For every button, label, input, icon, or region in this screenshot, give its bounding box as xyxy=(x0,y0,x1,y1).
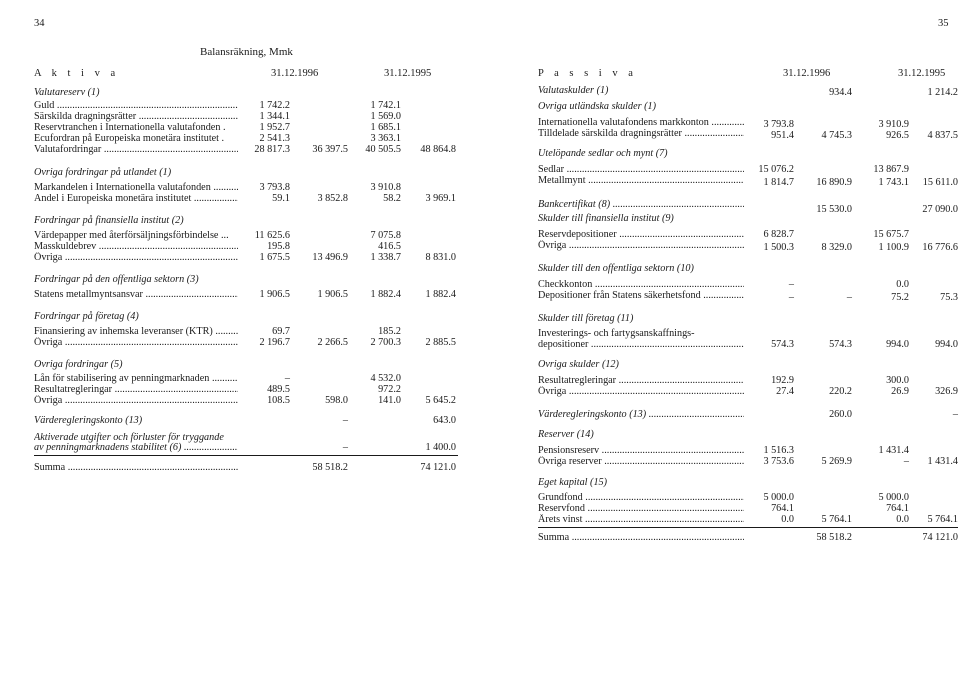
passiva-row xyxy=(0,213,960,225)
passiva-value-c1: 192.9 xyxy=(771,375,794,386)
passiva-value-c4: 27 090.0 xyxy=(922,204,958,215)
passiva-value-c1: 1 814.7 xyxy=(763,177,794,188)
aktiva-row-label: Fordringar på finansiella institut (2) xyxy=(34,215,184,226)
aktiva-value-c4: 74 121.0 xyxy=(420,462,456,473)
aktiva-row-label: Markandelen i Internationella valutafonden ..... xyxy=(34,182,238,194)
passiva-value-c3: 3 910.9 xyxy=(878,119,909,130)
passiva-value-c3: 1 431.4 xyxy=(878,445,909,456)
passiva-value-c1: 764.1 xyxy=(771,503,794,514)
aktiva-row-label: Särskilda dragningsrätter ..... xyxy=(34,111,238,123)
aktiva-row-label: Värdepapper med återförsäljningsförbindelse ... xyxy=(34,230,229,241)
aktiva-value-c2: 13 496.9 xyxy=(312,252,348,263)
passiva-row xyxy=(0,101,960,113)
passiva-row-label: Övriga reserver ..... xyxy=(538,456,744,468)
passiva-row-label: Metallmynt ..... xyxy=(538,175,744,187)
passiva-row xyxy=(0,263,960,275)
passiva-value-c3: 0.0 xyxy=(896,279,909,290)
aktiva-row-label: Övriga fordringar (5) xyxy=(34,359,123,370)
passiva-value-c3: 26.9 xyxy=(891,386,909,397)
passiva-row-label: Tilldelade särskilda dragningsrätter ..... xyxy=(538,128,744,140)
passiva-value-c2: 260.0 xyxy=(829,409,852,420)
passiva-row xyxy=(0,313,960,325)
aktiva-heading: A k t i v a xyxy=(34,68,120,79)
passiva-row-label: Årets vinst ..... xyxy=(538,514,744,526)
passiva-row xyxy=(0,514,960,526)
aktiva-value-c2: – xyxy=(342,442,348,453)
aktiva-value-c4: 5 645.2 xyxy=(425,395,456,406)
aktiva-value-c3: 1 685.1 xyxy=(370,122,401,133)
passiva-row xyxy=(0,456,960,468)
aktiva-value-c1: 489.5 xyxy=(267,384,290,395)
aktiva-value-c3: 972.2 xyxy=(378,384,401,395)
passiva-row-label: Utelöpande sedlar och mynt (7) xyxy=(538,148,668,159)
passiva-value-c1: 951.4 xyxy=(771,130,794,141)
aktiva-value-c1: 1 742.2 xyxy=(259,100,290,111)
passiva-row xyxy=(0,240,960,252)
passiva-value-c1: 1 500.3 xyxy=(763,242,794,253)
aktiva-value-c2: 3 852.8 xyxy=(317,193,348,204)
aktiva-value-c1: 1 952.7 xyxy=(259,122,290,133)
aktiva-row-label: Fordringar på den offentliga sektorn (3) xyxy=(34,274,199,285)
passiva-summa-rule xyxy=(538,527,958,528)
passiva-value-c3: 926.5 xyxy=(886,130,909,141)
passiva-row-label: Resultatregleringar ..... xyxy=(538,375,744,387)
passiva-value-c3: 994.0 xyxy=(886,339,909,350)
aktiva-value-c3: 4 532.0 xyxy=(370,373,401,384)
passiva-value-c4: 16 776.6 xyxy=(922,242,958,253)
aktiva-value-c1: 3 793.8 xyxy=(259,182,290,193)
aktiva-value-c3: 1 882.4 xyxy=(370,289,401,300)
aktiva-value-c1: 28 817.3 xyxy=(254,144,290,155)
aktiva-value-c2: 2 266.5 xyxy=(317,337,348,348)
passiva-row xyxy=(0,532,960,544)
passiva-value-c3: 75.2 xyxy=(891,292,909,303)
page-title: Balansräkning, Mmk xyxy=(200,46,293,58)
passiva-row-label: Investerings- och fartygsanskaffnings- xyxy=(538,328,695,339)
passiva-value-c4: 1 214.2 xyxy=(927,87,958,98)
passiva-row xyxy=(0,148,960,160)
passiva-value-c2: 4 745.3 xyxy=(821,130,852,141)
passiva-row-label: Reserver (14) xyxy=(538,429,594,440)
page-number-right: 35 xyxy=(938,18,949,29)
passiva-row-label: Summa ..... xyxy=(538,532,744,544)
passiva-row-label: Valutaskulder (1) xyxy=(538,85,609,96)
aktiva-row-label: Resultatregleringar ..... xyxy=(34,384,238,396)
aktiva-value-c3: 7 075.8 xyxy=(370,230,401,241)
passiva-value-c1: 0.0 xyxy=(781,514,794,525)
passiva-value-c2: 934.4 xyxy=(829,87,852,98)
passiva-value-c2: 8 329.0 xyxy=(821,242,852,253)
aktiva-value-c4: 48 864.8 xyxy=(420,144,456,155)
aktiva-value-c1: – xyxy=(284,373,290,384)
passiva-value-c3: 15 675.7 xyxy=(873,229,909,240)
aktiva-row-label: Övriga ..... xyxy=(34,252,238,264)
passiva-value-c4: 75.3 xyxy=(940,292,958,303)
passiva-row-label: Skulder till finansiella institut (9) xyxy=(538,213,674,224)
aktiva-value-c2: 598.0 xyxy=(325,395,348,406)
aktiva-row-label: Övriga ..... xyxy=(34,337,238,349)
passiva-row-label: Övriga ..... xyxy=(538,240,744,252)
aktiva-row-label: av penningmarknadens stabilitet (6) ..... xyxy=(34,442,238,454)
passiva-value-c2: 5 764.1 xyxy=(821,514,852,525)
passiva-value-c2: 15 530.0 xyxy=(816,204,852,215)
passiva-value-c2: 5 269.9 xyxy=(821,456,852,467)
aktiva-row-label: Övriga fordringar på utlandet (1) xyxy=(34,167,172,178)
passiva-value-c3: 13 867.9 xyxy=(873,164,909,175)
aktiva-value-c1: 2 541.3 xyxy=(259,133,290,144)
aktiva-row-label: Statens metallmyntsansvar ..... xyxy=(34,289,238,301)
aktiva-value-c2: 36 397.5 xyxy=(312,144,348,155)
passiva-value-c3: 1 100.9 xyxy=(878,242,909,253)
passiva-value-c1: 574.3 xyxy=(771,339,794,350)
aktiva-value-c3: 3 363.1 xyxy=(370,133,401,144)
passiva-value-c4: – xyxy=(952,409,958,420)
aktiva-row-label: Finansiering av inhemska leveranser (KTR) ..... xyxy=(34,326,238,338)
passiva-row-label: Pensionsreserv ..... xyxy=(538,445,744,457)
passiva-value-c3: 0.0 xyxy=(896,514,909,525)
passiva-row-label: Sedlar ..... xyxy=(538,164,744,176)
passiva-row-label: Skulder till den offentliga sektorn (10) xyxy=(538,263,694,274)
passiva-row xyxy=(0,199,960,215)
aktiva-row-label: Ecufordran på Europeiska monetära institutet . xyxy=(34,133,225,144)
aktiva-value-c3: 40 505.5 xyxy=(365,144,401,155)
passiva-row-label: Övriga utländska skulder (1) xyxy=(538,101,656,112)
passiva-value-c2: – xyxy=(846,292,852,303)
aktiva-value-c1: 1 906.5 xyxy=(259,289,290,300)
passiva-value-c4: 74 121.0 xyxy=(922,532,958,543)
passiva-value-c4: 4 837.5 xyxy=(927,130,958,141)
passiva-row xyxy=(0,128,960,140)
passiva-row xyxy=(0,85,960,97)
passiva-value-c4: 5 764.1 xyxy=(927,514,958,525)
aktiva-value-c1: 11 625.6 xyxy=(254,230,290,241)
aktiva-row-label: Lån för stabilisering av penningmarknaden ..... xyxy=(34,373,238,385)
aktiva-value-c4: 8 831.0 xyxy=(425,252,456,263)
aktiva-value-c1: 1 675.5 xyxy=(259,252,290,263)
aktiva-value-c3: 185.2 xyxy=(378,326,401,337)
passiva-value-c2: 16 890.9 xyxy=(816,177,852,188)
aktiva-value-c3: 58.2 xyxy=(383,193,401,204)
passiva-row-label: Internationella valutafondens markkonton ..... xyxy=(538,117,744,129)
aktiva-row-label: Aktiverade utgifter och förluster för tryggande xyxy=(34,432,224,443)
aktiva-date-1996: 31.12.1996 xyxy=(271,68,319,79)
aktiva-value-c4: 1 400.0 xyxy=(425,442,456,453)
passiva-value-c1: – xyxy=(788,292,794,303)
passiva-value-c3: 300.0 xyxy=(886,375,909,386)
passiva-value-c1: 27.4 xyxy=(776,386,794,397)
aktiva-value-c2: 58 518.2 xyxy=(312,462,348,473)
aktiva-row-label: Summa ..... xyxy=(34,462,238,474)
aktiva-value-c2: – xyxy=(342,415,348,426)
passiva-row xyxy=(0,359,960,371)
passiva-value-c2: 574.3 xyxy=(829,339,852,350)
passiva-value-c1: 1 516.3 xyxy=(763,445,794,456)
passiva-value-c1: 5 000.0 xyxy=(763,492,794,503)
aktiva-date-1995: 31.12.1995 xyxy=(384,68,432,79)
page-number-left: 34 xyxy=(34,18,45,29)
aktiva-row-label: Värderegleringskonto (13) xyxy=(34,415,143,426)
passiva-value-c3: 5 000.0 xyxy=(878,492,909,503)
passiva-row-label: Checkkonton ..... xyxy=(538,279,744,291)
passiva-date-1996: 31.12.1996 xyxy=(783,68,831,79)
aktiva-row-label: Fordringar på företag (4) xyxy=(34,311,139,322)
aktiva-row-label: Valutafordringar ..... xyxy=(34,144,238,156)
aktiva-row-label: Masskuldebrev ..... xyxy=(34,241,238,253)
passiva-value-c1: 3 753.6 xyxy=(763,456,794,467)
aktiva-value-c3: 141.0 xyxy=(378,395,401,406)
aktiva-value-c1: 1 344.1 xyxy=(259,111,290,122)
passiva-row xyxy=(0,175,960,187)
aktiva-value-c4: 3 969.1 xyxy=(425,193,456,204)
aktiva-summa-rule xyxy=(34,455,458,456)
aktiva-value-c3: 3 910.8 xyxy=(370,182,401,193)
passiva-row-label: Skulder till företag (11) xyxy=(538,313,634,324)
passiva-row xyxy=(0,386,960,398)
passiva-row xyxy=(0,429,960,441)
passiva-row-label: Depositioner från Statens säkerhetsfond ..... xyxy=(538,290,744,302)
passiva-value-c3: 764.1 xyxy=(886,503,909,514)
passiva-value-c3: – xyxy=(903,456,909,467)
aktiva-row-label: Andel i Europeiska monetära institutet ..... xyxy=(34,193,238,205)
passiva-value-c4: 15 611.0 xyxy=(922,177,958,188)
aktiva-value-c3: 1 569.0 xyxy=(370,111,401,122)
passiva-value-c4: 326.9 xyxy=(935,386,958,397)
passiva-heading: P a s s i v a xyxy=(538,68,637,79)
aktiva-row-label: Reservtranchen i Internationella valutafonden . xyxy=(34,122,226,133)
passiva-value-c4: 1 431.4 xyxy=(927,456,958,467)
passiva-row xyxy=(0,290,960,302)
passiva-row-label: Grundfond ..... xyxy=(538,492,744,504)
passiva-value-c2: 58 518.2 xyxy=(816,532,852,543)
aktiva-value-c3: 1 338.7 xyxy=(370,252,401,263)
aktiva-row-label: Valutareserv (1) xyxy=(34,87,100,98)
passiva-row xyxy=(0,409,960,421)
aktiva-value-c1: 59.1 xyxy=(272,193,290,204)
aktiva-value-c1: 108.5 xyxy=(267,395,290,406)
aktiva-row-label: Guld ..... xyxy=(34,100,238,112)
aktiva-row-label: Övriga ..... xyxy=(34,395,238,407)
aktiva-value-c4: 643.0 xyxy=(433,415,456,426)
aktiva-value-c2: 1 906.5 xyxy=(317,289,348,300)
passiva-date-1995: 31.12.1995 xyxy=(898,68,946,79)
passiva-row-label: Bankcertifikat (8) ..... xyxy=(538,199,744,211)
aktiva-value-c1: 69.7 xyxy=(272,326,290,337)
aktiva-value-c4: 2 885.5 xyxy=(425,337,456,348)
passiva-value-c1: 6 828.7 xyxy=(763,229,794,240)
passiva-row xyxy=(0,477,960,489)
passiva-value-c2: 220.2 xyxy=(829,386,852,397)
passiva-value-c4: 994.0 xyxy=(935,339,958,350)
aktiva-value-c3: 2 700.3 xyxy=(370,337,401,348)
passiva-row-label: Övriga ..... xyxy=(538,386,744,398)
passiva-row-label: Övriga skulder (12) xyxy=(538,359,619,370)
passiva-value-c1: 3 793.8 xyxy=(763,119,794,130)
aktiva-value-c4: 1 882.4 xyxy=(425,289,456,300)
passiva-row-label: Värderegleringskonto (13) ..... xyxy=(538,409,744,421)
passiva-row-label: Eget kapital (15) xyxy=(538,477,608,488)
aktiva-value-c1: 2 196.7 xyxy=(259,337,290,348)
passiva-value-c1: 15 076.2 xyxy=(758,164,794,175)
passiva-row-label: depositioner ..... xyxy=(538,339,744,351)
passiva-row-label: Reservfond ..... xyxy=(538,503,744,515)
aktiva-value-c3: 1 742.1 xyxy=(370,100,401,111)
aktiva-value-c3: 416.5 xyxy=(378,241,401,252)
passiva-value-c1: – xyxy=(788,279,794,290)
aktiva-value-c1: 195.8 xyxy=(267,241,290,252)
passiva-row xyxy=(0,339,960,351)
passiva-value-c3: 1 743.1 xyxy=(878,177,909,188)
passiva-row-label: Reservdepositioner ..... xyxy=(538,229,744,241)
